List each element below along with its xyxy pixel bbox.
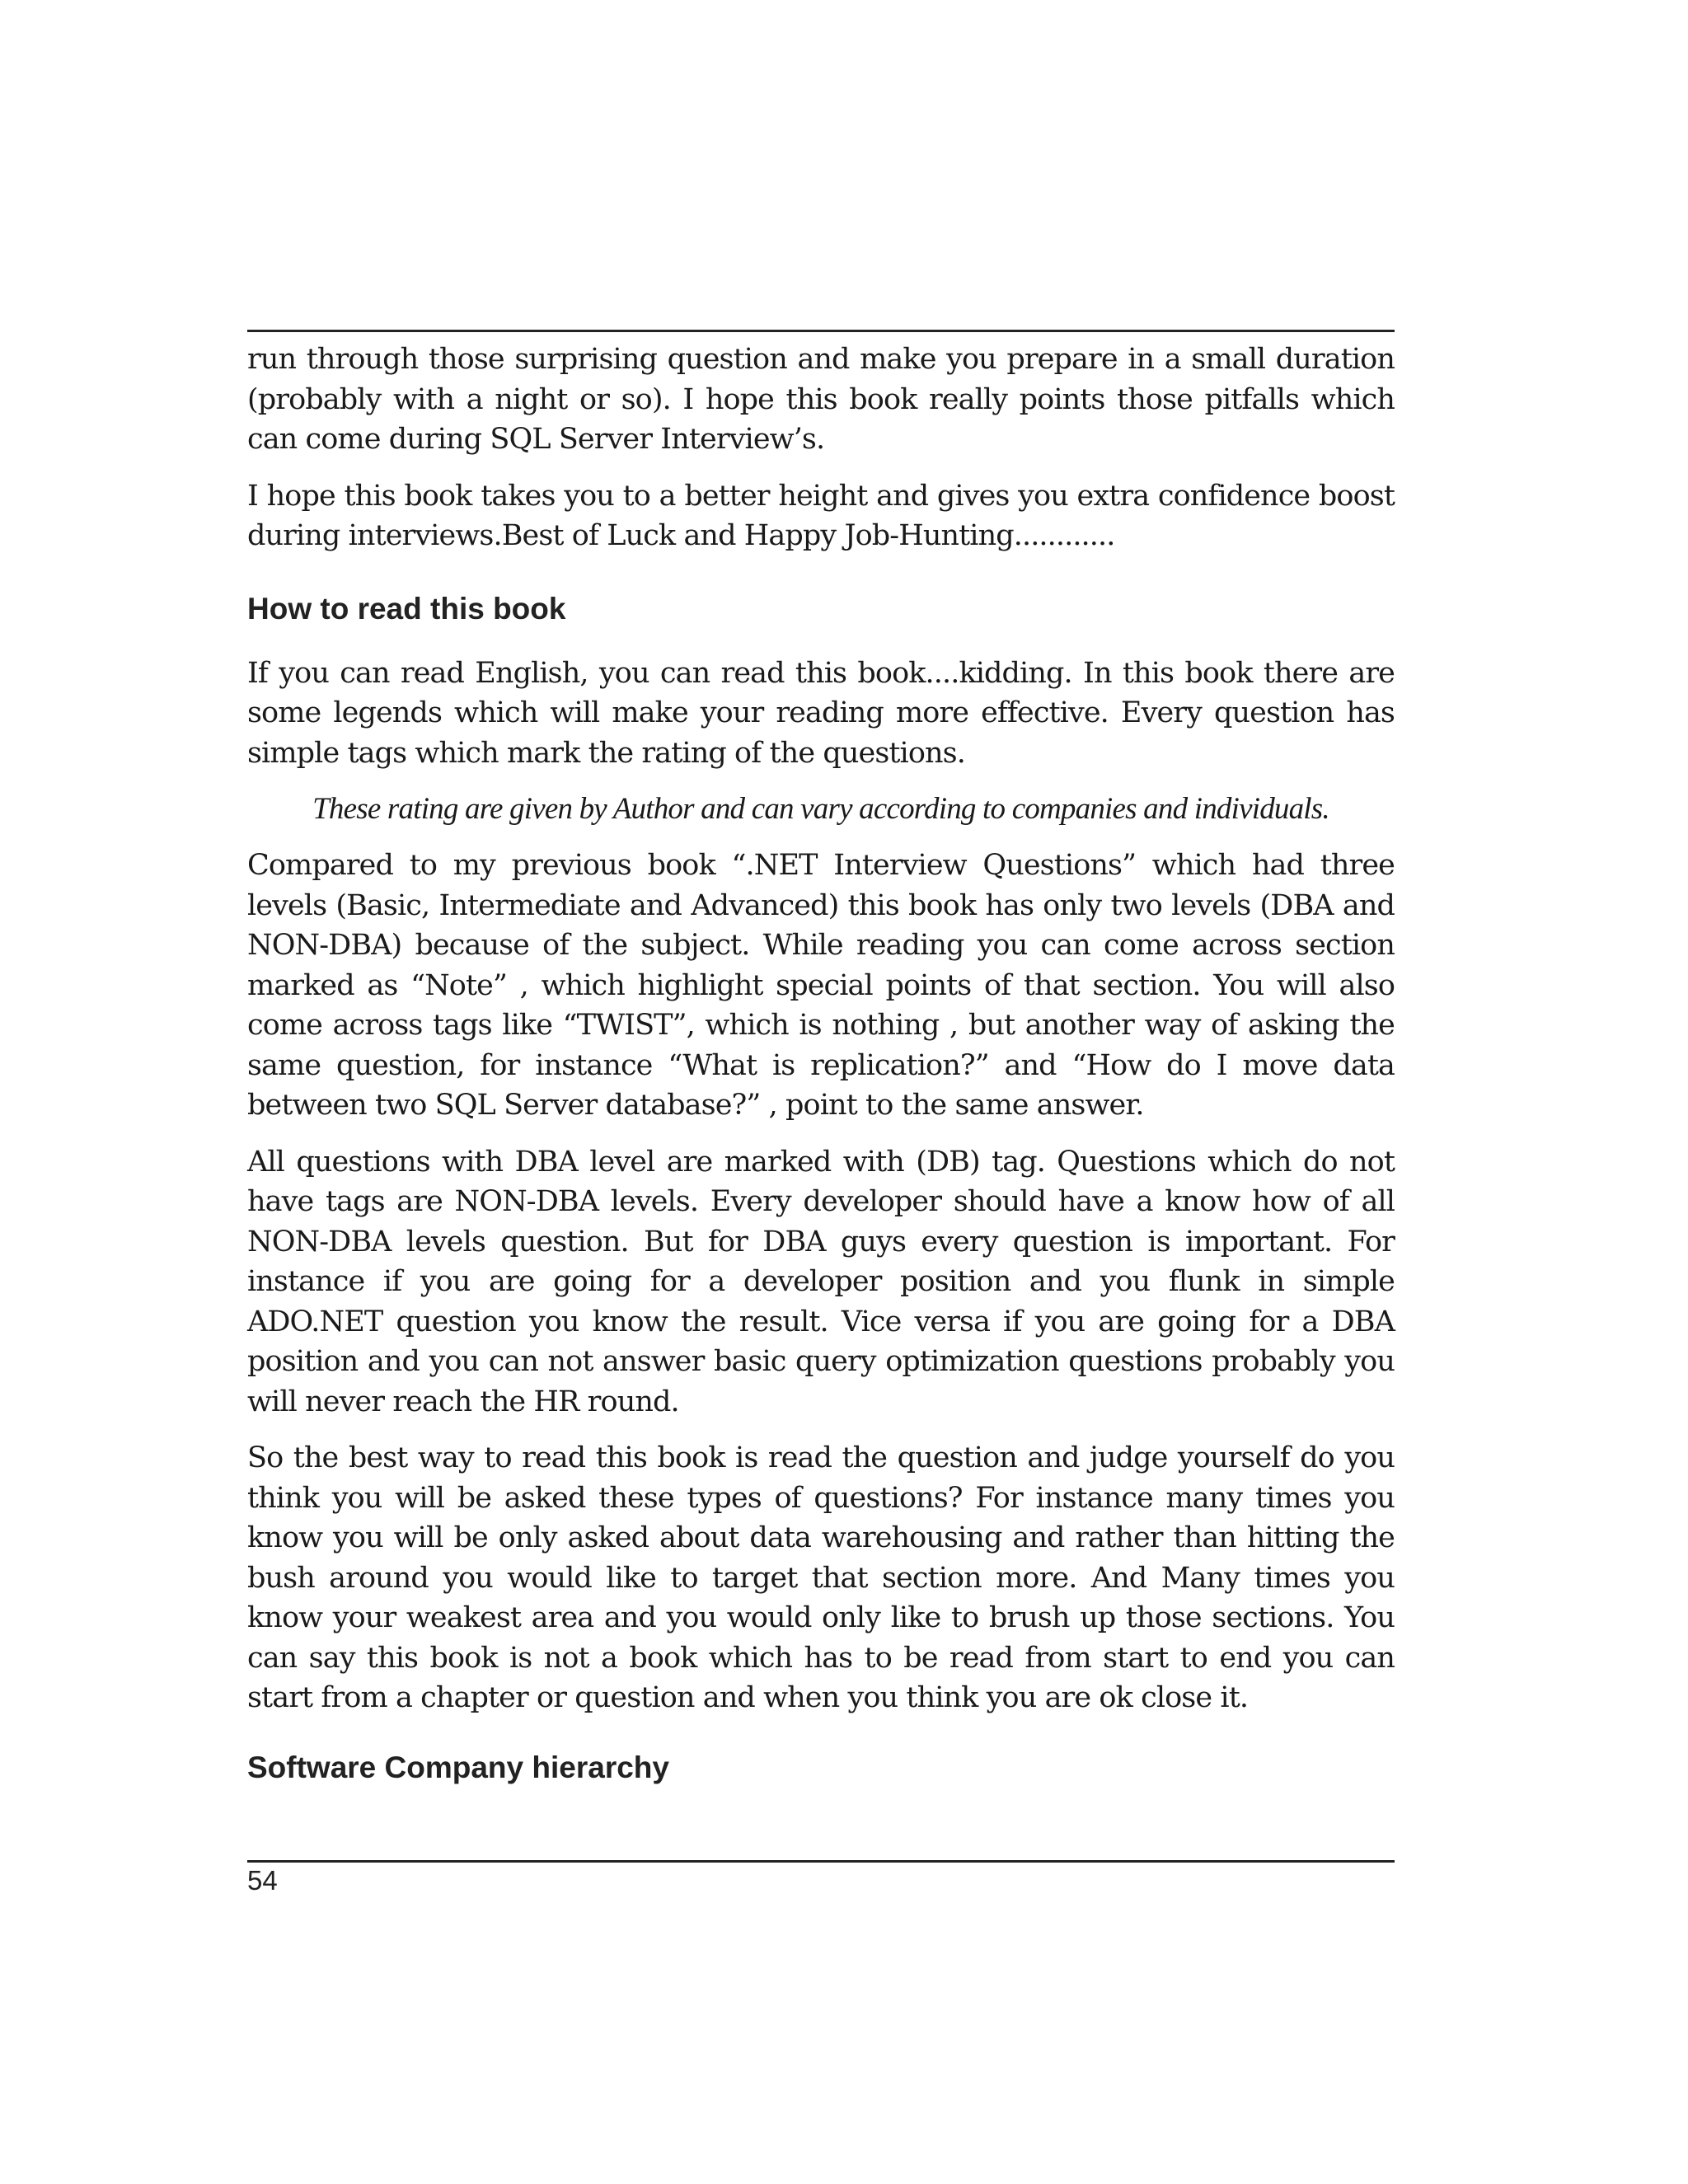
- paragraph-legends: If you can read English, you can read this book....kidding. In this book there are some legends which will make your reading more effective. Every question has simple tags which mark the rating of the questions.: [247, 656, 1395, 770]
- heading-how-to-read: How to read this book: [247, 591, 566, 626]
- paragraph-dba-tags: All questions with DBA level are marked with (DB) tag. Questions which do not have tags are NON-DBA levels. Every developer should have a know how of all NON-DBA levels question. But for DBA guys every question is important. For instance if you are going for a developer position and you flunk in simple ADO.NET question you know the result. Vice versa if you are going for a DBA position and you can not answer basic query optimization questions probably you will never reach the HR round.: [247, 1145, 1395, 1418]
- page-content: [247, 340, 1395, 1788]
- paragraph-levels: Compared to my previous book “.NET Interview Questions” which had three levels (Basic, Intermediate and Advanced) this book has only two levels (DBA and NON-DBA) because of the subject. While reading you can come across section marked as “Note” , which highlight special points of that section. You will also come across tags like “TWIST”, which is nothing , but another way of asking the same question, for instance “What is replication?” and “How do I move data between two SQL Server database?” , point to the same answer.: [247, 849, 1395, 1122]
- page-number: 54: [247, 1865, 278, 1896]
- paragraph-how-to-use: So the best way to read this book is read the question and judge yourself do you think you will be asked these types of questions? For instance many times you know you will be only asked about data warehousing and rather than hitting the bush around you would like to target that section more. And Many times you know your weakest area and you would only like to brush up those sections. You can say this book is not a book which has to be read from start to end you can start from a chapter or question and when you think you are ok close it.: [247, 1441, 1395, 1714]
- paragraph-good-luck: I hope this book takes you to a better height and gives you extra confidence boost during interviews.Best of Luck and Happy Job-Hunting............: [247, 479, 1395, 552]
- paragraph-intro-end: run through those surprising question and make you prepare in a small duration (probably with a night or so). I hope this book really points those pitfalls which can come during SQL Server Interview’s.: [247, 343, 1395, 456]
- footer-rule: [247, 1860, 1395, 1863]
- heading-software-hierarchy: Software Company hierarchy: [247, 1750, 669, 1784]
- header-rule: [247, 330, 1395, 332]
- rating-note: These rating are given by Author and can vary according to companies and individuals.: [312, 792, 1329, 826]
